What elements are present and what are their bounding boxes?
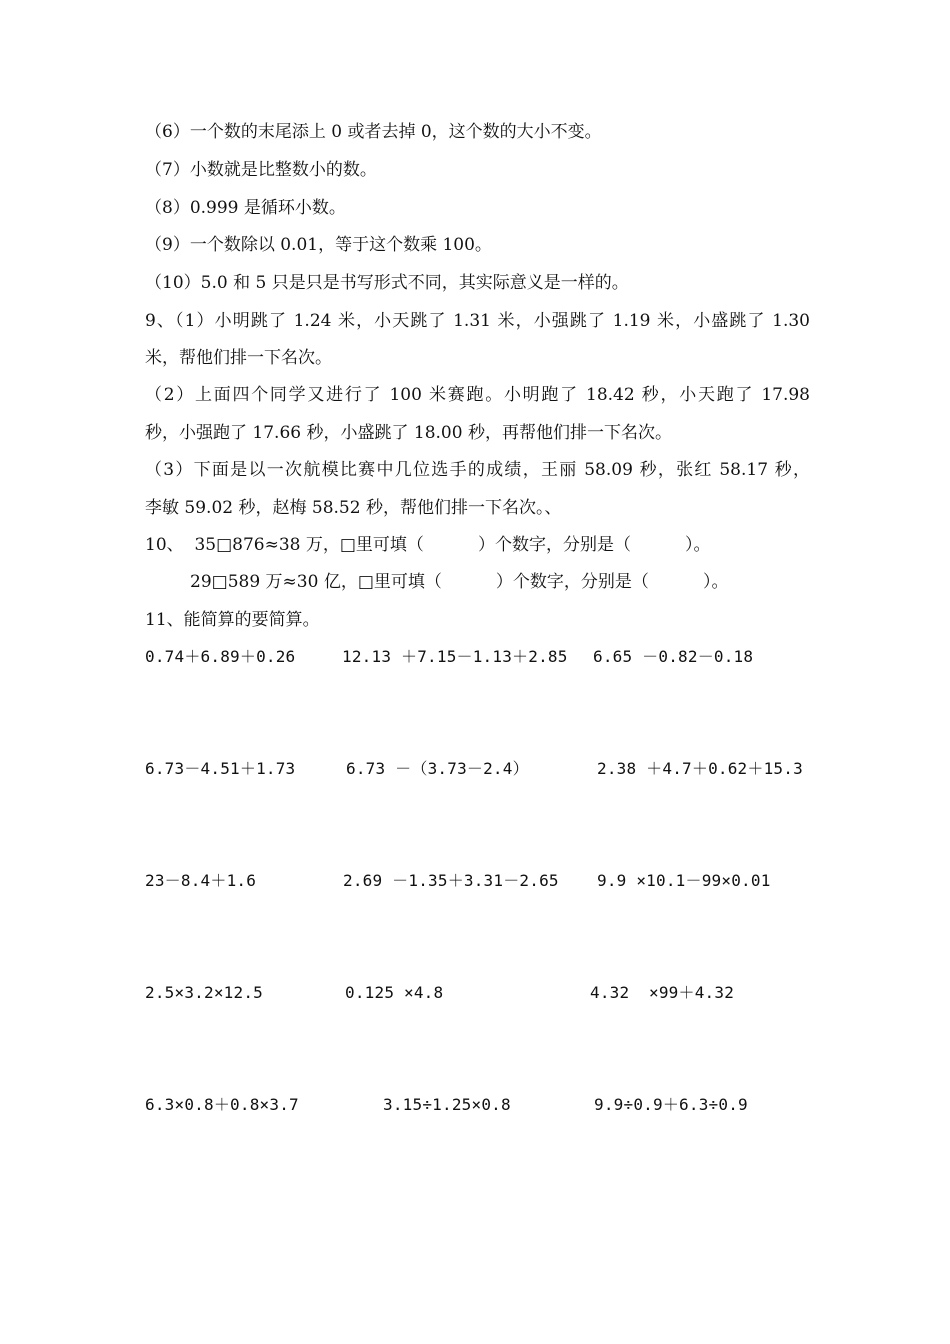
q9-part2-line2: 秒，小强跑了 17.66 秒，小盛跳了 18.00 秒，再帮他们排一下名次。 xyxy=(145,423,672,443)
q9-part3-line1: （3）下面是以一次航模比赛中几位选手的成绩，王丽 58.09 秒，张红 58.17 秒， xyxy=(145,460,810,480)
q9-part1-line1: 9、（1）小明跳了 1.24 米，小天跳了 1.31 米，小强跳了 1.19 米，小盛跳了 1.30 xyxy=(145,311,810,331)
calc-3-1: 23－8.4＋1.6 xyxy=(145,871,257,890)
calc-1-3: 6.65 －0.82－0.18 xyxy=(593,647,754,666)
q9-part2-line1: （2）上面四个同学又进行了 100 米赛跑。小明跑了 18.42 秒，小天跑了 17.98 xyxy=(145,385,810,405)
judgment-9: （9）一个数除以 0.01，等于这个数乘 100。 xyxy=(145,235,492,255)
calc-3-2: 2.69 －1.35＋3.31－2.65 xyxy=(343,871,559,890)
calc-2-3: 2.38 ＋4.7＋0.62＋15.3 xyxy=(597,759,803,778)
calc-4-3: 4.32 ×99＋4.32 xyxy=(590,983,735,1002)
q10-line1: 10、 35□876≈38 万，□里可填（ ）个数字，分别是（ ）。 xyxy=(145,535,711,555)
calc-5-2: 3.15÷1.25×0.8 xyxy=(383,1095,511,1114)
judgment-10: （10）5.0 和 5 只是只是书写形式不同，其实际意义是一样的。 xyxy=(145,273,629,293)
judgment-8: （8）0.999 是循环小数。 xyxy=(145,198,346,218)
judgment-7: （7）小数就是比整数小的数。 xyxy=(145,160,377,180)
calc-5-3: 9.9÷0.9＋6.3÷0.9 xyxy=(594,1095,748,1114)
calc-1-2: 12.13 ＋7.15－1.13＋2.85 xyxy=(342,647,568,666)
judgment-6: （6）一个数的末尾添上 0 或者去掉 0，这个数的大小不变。 xyxy=(145,122,602,142)
q11-title: 11、能简算的要简算。 xyxy=(145,610,320,630)
q9-part3-line2: 李敏 59.02 秒，赵梅 58.52 秒，帮他们排一下名次。、 xyxy=(145,498,562,518)
calc-2-1: 6.73－4.51＋1.73 xyxy=(145,759,296,778)
q10-line2: 29□589 万≈30 亿，□里可填（ ）个数字，分别是（ ）。 xyxy=(190,572,729,592)
calc-4-2: 0.125 ×4.8 xyxy=(345,983,444,1002)
calc-2-2: 6.73 －（3.73－2.4） xyxy=(346,759,529,778)
calc-4-1: 2.5×3.2×12.5 xyxy=(145,983,263,1002)
calc-1-1: 0.74＋6.89＋0.26 xyxy=(145,647,296,666)
calc-5-1: 6.3×0.8＋0.8×3.7 xyxy=(145,1095,299,1114)
q9-part1-line2: 米，帮他们排一下名次。 xyxy=(145,348,332,368)
calc-3-3: 9.9 ×10.1－99×0.01 xyxy=(597,871,771,890)
